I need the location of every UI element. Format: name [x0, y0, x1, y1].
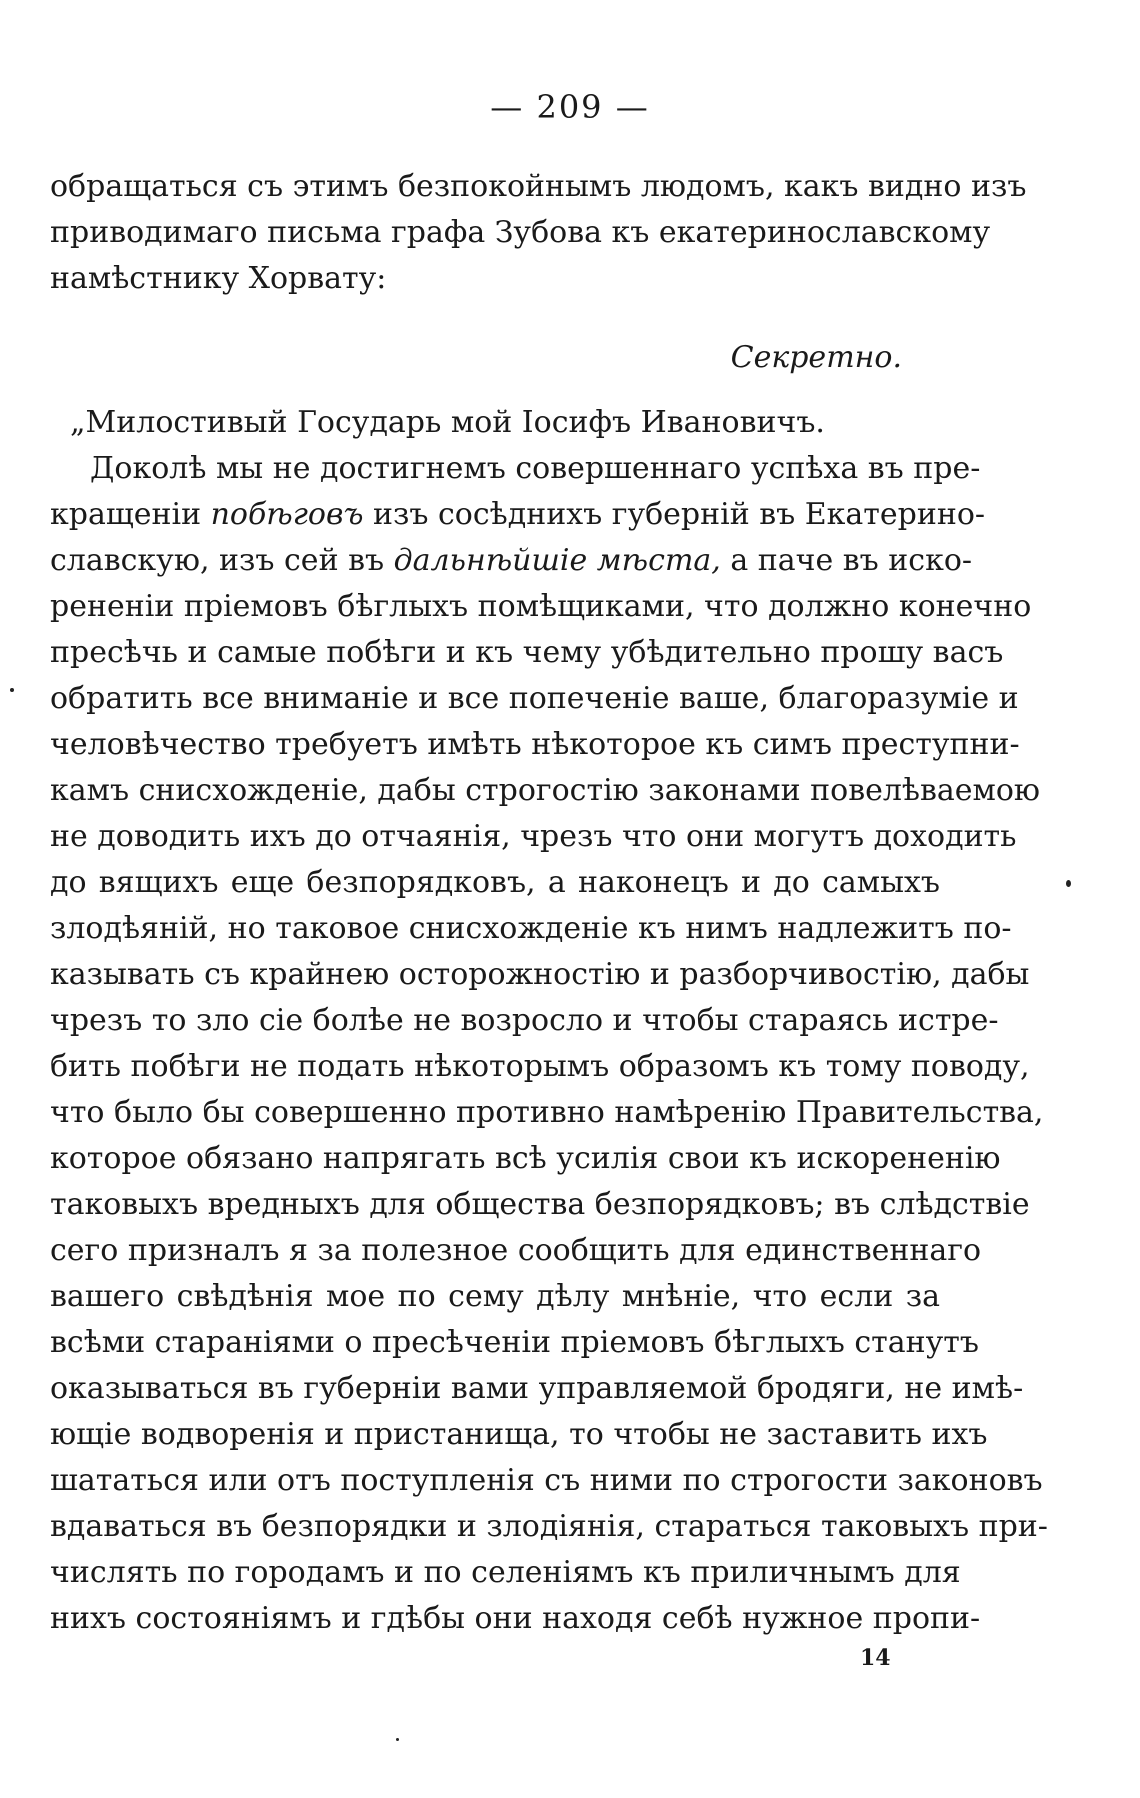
- text-line: намѣстнику Хорвату:: [50, 261, 387, 296]
- emphasis-text: дальнѣйшіе мѣста,: [393, 543, 721, 578]
- text-line: [50, 538, 973, 584]
- text-line: человѣчество требуетъ имѣть нѣкоторое къ симъ преступни-: [50, 727, 1020, 762]
- text-line: рененіи пріемовъ бѣглыхъ помѣщиками, что должно конечно: [50, 589, 1032, 624]
- secret-label: Секретно.: [730, 340, 902, 375]
- text-line: бить побѣги не подать нѣкоторымъ образомъ къ тому поводу,: [50, 1049, 1030, 1084]
- text-line: [50, 492, 986, 538]
- text-line: обратить все вниманіе и все попеченіе ваше, благоразуміе и: [50, 681, 1019, 716]
- text-line: оказываться въ губерніи вами управляемой бродяги, не имѣ-: [50, 1371, 1024, 1406]
- text-line: чрезъ то зло сіе болѣе не возросло и чтобы стараясь истре-: [50, 1003, 999, 1038]
- emphasis-text: побѣговъ: [210, 497, 364, 532]
- scan-speck: [1066, 880, 1071, 887]
- text-line: что было бы совершенно противно намѣренію Правительства,: [50, 1095, 1044, 1130]
- text-line: не доводить ихъ до отчаянія, чрезъ что они могутъ доходить: [50, 819, 1017, 854]
- text-line: сего призналъ я за полезное сообщить для единственнаго: [50, 1233, 982, 1268]
- text-line: вашего свѣдѣнія мое по сему дѣлу мнѣніе, что если за: [50, 1279, 940, 1314]
- text-line: пресѣчь и самые побѣги и къ чему убѣдительно прошу васъ: [50, 635, 1004, 670]
- text-line: Доколѣ мы не достигнемъ совершеннаго успѣха въ пре-: [90, 451, 981, 486]
- text-line: обращаться съ этимъ безпокойнымъ людомъ, какъ видно изъ: [50, 169, 1027, 204]
- salutation: „Милостивый Государь мой Іосифъ Ивановичъ.: [70, 405, 825, 440]
- text-segment: кращеніи: [50, 497, 211, 532]
- scan-speck: [10, 688, 14, 692]
- text-line: числять по городамъ и по селеніямъ къ приличнымъ для: [50, 1555, 961, 1590]
- text-line: приводимаго письма графа Зубова къ екатеринославскому: [50, 215, 991, 250]
- text-segment: славскую, изъ сей въ: [50, 543, 394, 578]
- text-line: шататься или отъ поступленія съ ними по строгости законовъ: [50, 1463, 1043, 1498]
- text-line: которое обязано напрягать всѣ усилія свои къ искорененію: [50, 1141, 1001, 1176]
- signature-mark: 14: [860, 1645, 891, 1671]
- text-segment: а паче въ искo-: [720, 543, 973, 578]
- text-line: камъ снисхожденіе, дабы строгостію законами повелѣваемою: [50, 773, 1041, 808]
- text-line: всѣми стараніями о пресѣченіи пріемовъ бѣглыхъ станутъ: [50, 1325, 979, 1360]
- text-line: нихъ состояніямъ и гдѣбы они находя себѣ нужное пропи-: [50, 1601, 981, 1636]
- text-line: злодѣяній, но таковое снисхожденіе къ нимъ надлежитъ по-: [50, 911, 1012, 946]
- text-line: вдаваться въ безпорядки и злодіянія, стараться таковыхъ при-: [50, 1509, 1048, 1544]
- text-line: до вящихъ еще безпорядковъ, а наконецъ и до самыхъ: [50, 865, 940, 900]
- text-line: ющіе водворенія и пристанища, то чтобы не заставить ихъ: [50, 1417, 988, 1452]
- text-line: таковыхъ вредныхъ для общества безпорядковъ; въ слѣдствіе: [50, 1187, 1030, 1222]
- text-segment: изъ сосѣднихъ губерній въ Екатерино-: [363, 497, 986, 532]
- page-number: — 209 —: [490, 88, 650, 126]
- scan-speck: [396, 1738, 399, 1741]
- text-line: казывать съ крайнею осторожностію и разборчивостію, дабы: [50, 957, 1030, 992]
